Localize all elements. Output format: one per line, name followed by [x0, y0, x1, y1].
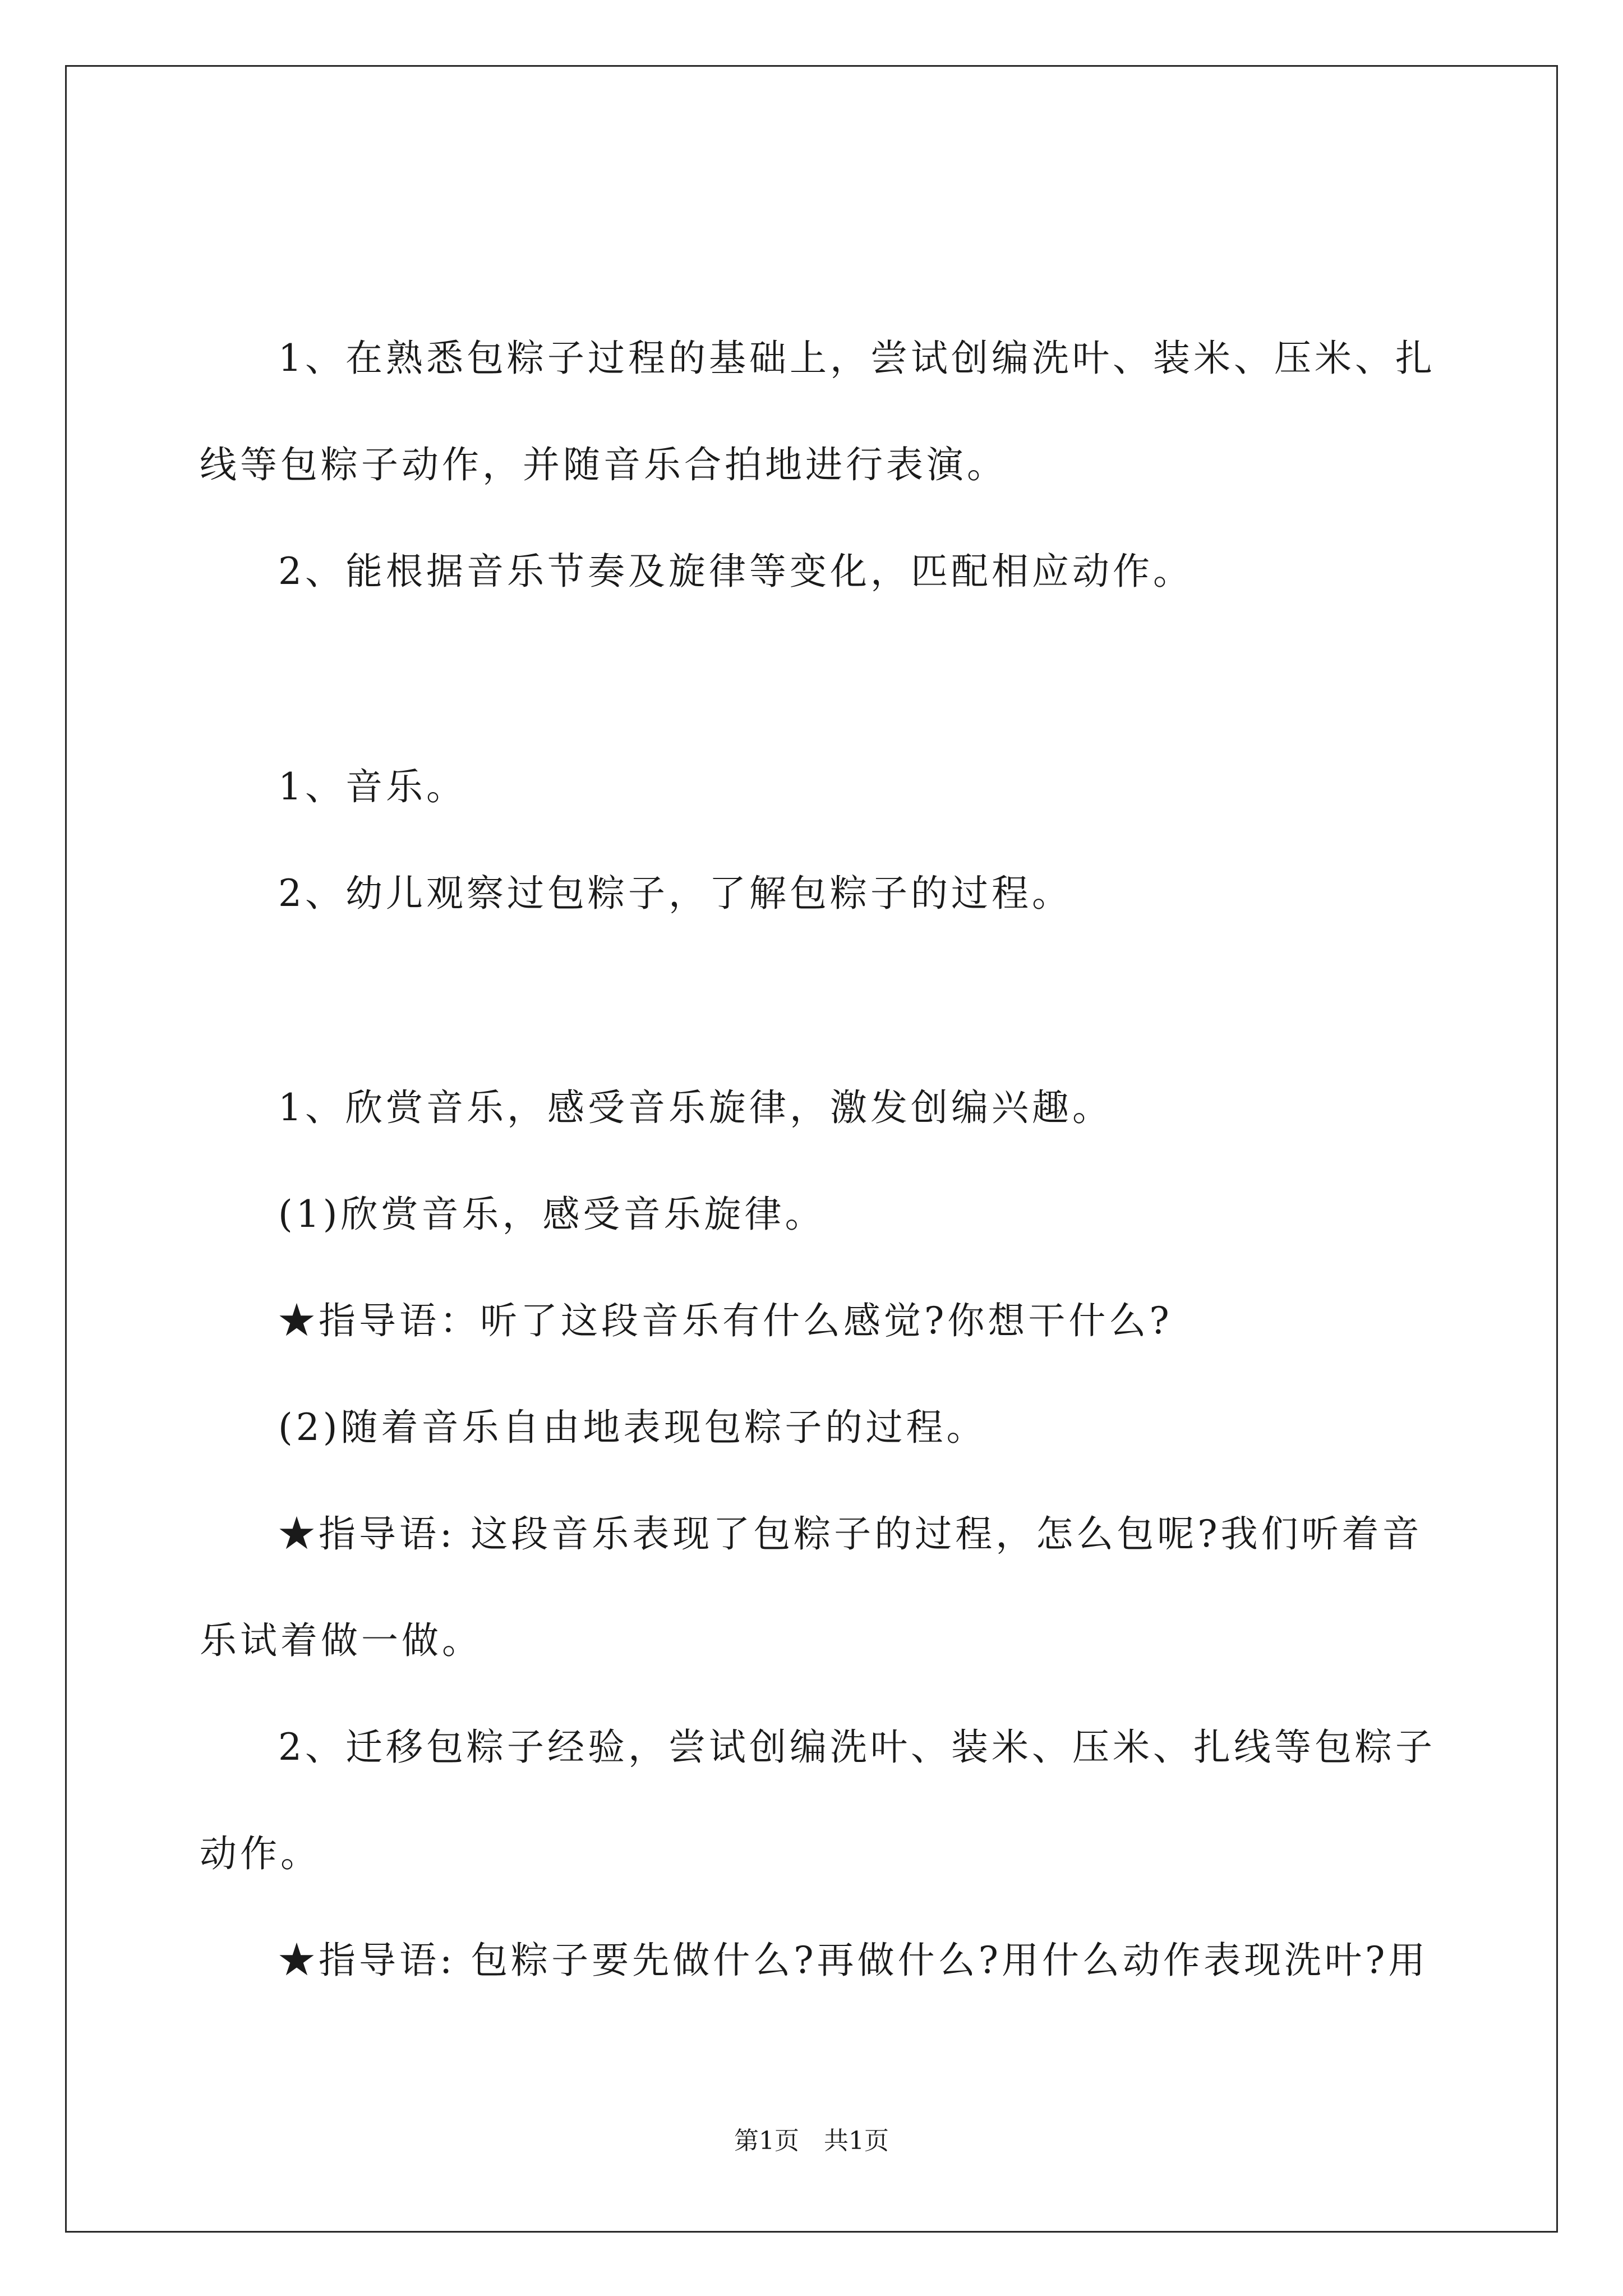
paragraph-line: (1)欣赏音乐，感受音乐旋律。	[278, 1193, 826, 1236]
paragraph-line: 线等包粽子动作，并随音乐合拍地进行表演。	[200, 443, 1007, 486]
paragraph-line: 2、能根据音乐节奏及旋律等变化，匹配相应动作。	[278, 550, 1193, 593]
page-footer: 第1页 共1页	[734, 2127, 889, 2155]
paragraph-line: ★指导语: 包粽子要先做什么?再做什么?用什么动作表现洗叶?用	[278, 1939, 1429, 1982]
paragraph-line: 2、迁移包粽子经验，尝试创编洗叶、装米、压米、扎线等包粽子	[278, 1726, 1436, 1769]
paragraph-line: 2、幼儿观察过包粽子，了解包粽子的过程。	[278, 872, 1072, 915]
paragraph-line: ★指导语：听了这段音乐有什么感觉?你想干什么?	[278, 1299, 1173, 1342]
paragraph-line: 1、在熟悉包粽子过程的基础上，尝试创编洗叶、装米、压米、扎	[278, 337, 1436, 380]
paragraph-line: 1、音乐。	[278, 765, 467, 808]
paragraph-line: ★指导语: 这段音乐表现了包粽子的过程，怎么包呢?我们听着音	[278, 1512, 1423, 1556]
paragraph-line: 动作。	[200, 1832, 321, 1875]
paragraph-line: 1、欣赏音乐，感受音乐旋律，激发创编兴趣。	[278, 1086, 1113, 1129]
page-frame	[65, 65, 1558, 2233]
paragraph-line: (2)随着音乐自由地表现包粽子的过程。	[278, 1406, 987, 1449]
paragraph-line: 乐试着做一做。	[200, 1619, 482, 1662]
